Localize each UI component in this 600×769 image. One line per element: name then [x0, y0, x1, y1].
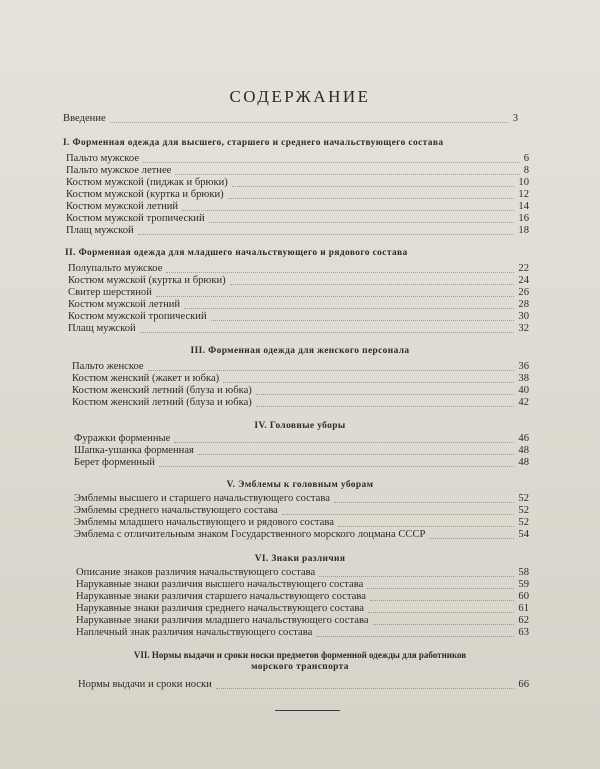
toc-entry — [68, 322, 529, 336]
dot-leader — [166, 272, 514, 273]
toc-entry-page: 22 — [518, 263, 529, 274]
dot-leader — [429, 538, 514, 539]
toc-entry-intro — [63, 112, 518, 126]
toc-entry-page: 52 — [518, 505, 529, 516]
section-heading-6: VI. Знаки различия — [254, 554, 346, 564]
dot-leader — [319, 576, 514, 577]
dot-leader — [316, 636, 514, 637]
toc-entry-page: 14 — [518, 201, 529, 212]
dot-leader — [230, 284, 515, 285]
toc-entry-label: Фуражки форменные — [74, 433, 171, 444]
toc-entry — [72, 396, 529, 410]
toc-entry-label: Свитер шерстяной — [68, 287, 152, 298]
toc-entry-page: 48 — [518, 445, 529, 456]
toc-entry-label: Введение — [63, 113, 106, 124]
dot-leader — [232, 186, 515, 187]
dot-leader — [140, 332, 515, 333]
toc-entry-page: 62 — [518, 615, 529, 626]
dot-leader — [156, 296, 515, 297]
dot-leader — [338, 526, 514, 527]
toc-entry-page: 60 — [518, 591, 529, 602]
toc-entry-page: 30 — [518, 311, 529, 322]
closing-rule — [275, 710, 340, 711]
section-heading-4: IV. Головные уборы — [254, 421, 346, 431]
toc-entry — [74, 456, 529, 470]
toc-entry — [78, 678, 529, 692]
toc-entry-label: Эмблема с отличительным знаком Государственного морского лоцмана СССР — [74, 529, 426, 540]
toc-entry — [66, 224, 529, 238]
toc-entry-page: 10 — [518, 177, 529, 188]
dot-leader — [198, 454, 514, 455]
dot-leader — [368, 612, 514, 613]
toc-entry — [76, 626, 529, 640]
dot-leader — [367, 588, 514, 589]
toc-entry-label: Костюм женский (жакет и юбка) — [72, 373, 220, 384]
toc-entry-page: 32 — [518, 323, 529, 334]
toc-entry-page: 8 — [523, 165, 529, 176]
toc-entry-label: Нарукавные знаки различия младшего начальствующего состава — [76, 615, 369, 626]
page-title: СОДЕРЖАНИЕ — [229, 87, 371, 106]
toc-entry-label: Эмблемы высшего и старшего начальствующего состава — [74, 493, 330, 504]
dot-leader — [211, 320, 515, 321]
section-heading-5: V. Эмблемы к головным уборам — [226, 480, 374, 490]
dot-leader — [159, 466, 515, 467]
toc-entry-page: 54 — [518, 529, 529, 540]
dot-leader — [216, 688, 515, 689]
toc-entry-label: Костюм мужской летний — [66, 201, 179, 212]
toc-entry-label: Костюм мужской (куртка и брюки) — [66, 189, 224, 200]
section-heading-1: I. Форменная одежда для высшего, старшего и среднего начальствующего состава — [63, 138, 444, 148]
toc-entry-page: 63 — [518, 627, 529, 638]
toc-entry-page: 18 — [518, 225, 529, 236]
toc-entry-label: Шапка-ушанка форменная — [74, 445, 194, 456]
toc-entry-page: 6 — [523, 153, 529, 164]
dot-leader — [282, 514, 515, 515]
toc-entry-page: 40 — [518, 385, 529, 396]
dot-leader — [209, 222, 515, 223]
toc-entry-page: 58 — [518, 567, 529, 578]
dot-leader — [148, 370, 515, 371]
toc-entry-label: Костюм мужской (куртка и брюки) — [68, 275, 226, 286]
toc-entry-label: Плащ мужской — [68, 323, 136, 334]
toc-entry-label: Эмблемы младшего начальствующего и рядового состава — [74, 517, 334, 528]
toc-entry-label: Пальто женское — [72, 361, 144, 372]
section-heading-2: II. Форменная одежда для младшего начальствующего и рядового состава — [65, 248, 408, 258]
dot-leader — [175, 174, 519, 175]
toc-entry-page: 12 — [518, 189, 529, 200]
toc-entry-page: 26 — [518, 287, 529, 298]
toc-entry-label: Нормы выдачи и сроки носки — [78, 679, 212, 690]
toc-entry-page: 16 — [518, 213, 529, 224]
toc-entry-page: 46 — [518, 433, 529, 444]
toc-entry-label: Нарукавные знаки различия старшего начальствующего состава — [76, 591, 366, 602]
toc-entry-label: Берет форменный — [74, 457, 155, 468]
toc-entry-page: 28 — [518, 299, 529, 310]
toc-entry-page: 36 — [518, 361, 529, 372]
dot-leader — [256, 394, 515, 395]
toc-entry-label: Костюм мужской тропический — [66, 213, 205, 224]
section-heading-3: III. Форменная одежда для женского персонала — [190, 346, 410, 356]
dot-leader — [138, 234, 515, 235]
dot-leader — [334, 502, 515, 503]
toc-entry-page: 48 — [518, 457, 529, 468]
toc-entry-page: 66 — [518, 679, 529, 690]
toc-entry-label: Костюм мужской летний — [68, 299, 181, 310]
toc-entry-label: Пальто мужское летнее — [66, 165, 172, 176]
toc-entry-label: Эмблемы среднего начальствующего состава — [74, 505, 278, 516]
toc-entry-page: 24 — [518, 275, 529, 286]
dot-leader — [110, 122, 509, 123]
toc-entry-page: 42 — [518, 397, 529, 408]
section-heading-7-line2: морского транспорта — [251, 662, 349, 672]
toc-entry-label: Наплечный знак различия начальствующего состава — [76, 627, 313, 638]
toc-entry-label: Нарукавные знаки различия среднего начальствующего состава — [76, 603, 364, 614]
dot-leader — [182, 210, 514, 211]
toc-entry-page: 52 — [518, 517, 529, 528]
dot-leader — [228, 198, 515, 199]
section-heading-7: VII. Нормы выдачи и сроки носки предметов форменной одежды для работников — [133, 650, 467, 660]
toc-entry-label: Плащ мужской — [66, 225, 134, 236]
toc-entry-label: Костюм женский летний (блуза и юбка) — [72, 397, 252, 408]
toc-entry-page: 52 — [518, 493, 529, 504]
dot-leader — [256, 406, 515, 407]
dot-leader — [370, 600, 515, 601]
toc-entry-page: 59 — [518, 579, 529, 590]
toc-entry — [74, 528, 529, 542]
toc-entry-label: Описание знаков различия начальствующего состава — [76, 567, 316, 578]
toc-entry-label: Костюм мужской (пиджак и брюки) — [66, 177, 228, 188]
dot-leader — [223, 382, 514, 383]
toc-entry-page: 3 — [512, 113, 518, 124]
dot-leader — [174, 442, 514, 443]
dot-leader — [143, 162, 520, 163]
toc-entry-label: Нарукавные знаки различия высшего начальствующего состава — [76, 579, 364, 590]
toc-entry-label: Костюм мужской тропический — [68, 311, 207, 322]
toc-entry-page: 38 — [518, 373, 529, 384]
toc-entry-page: 61 — [518, 603, 529, 614]
toc-entry-label: Костюм женский летний (блуза и юбка) — [72, 385, 252, 396]
toc-entry-label: Пальто мужское — [66, 153, 140, 164]
dot-leader — [184, 308, 514, 309]
dot-leader — [373, 624, 515, 625]
toc-entry-label: Полупальто мужское — [68, 263, 163, 274]
